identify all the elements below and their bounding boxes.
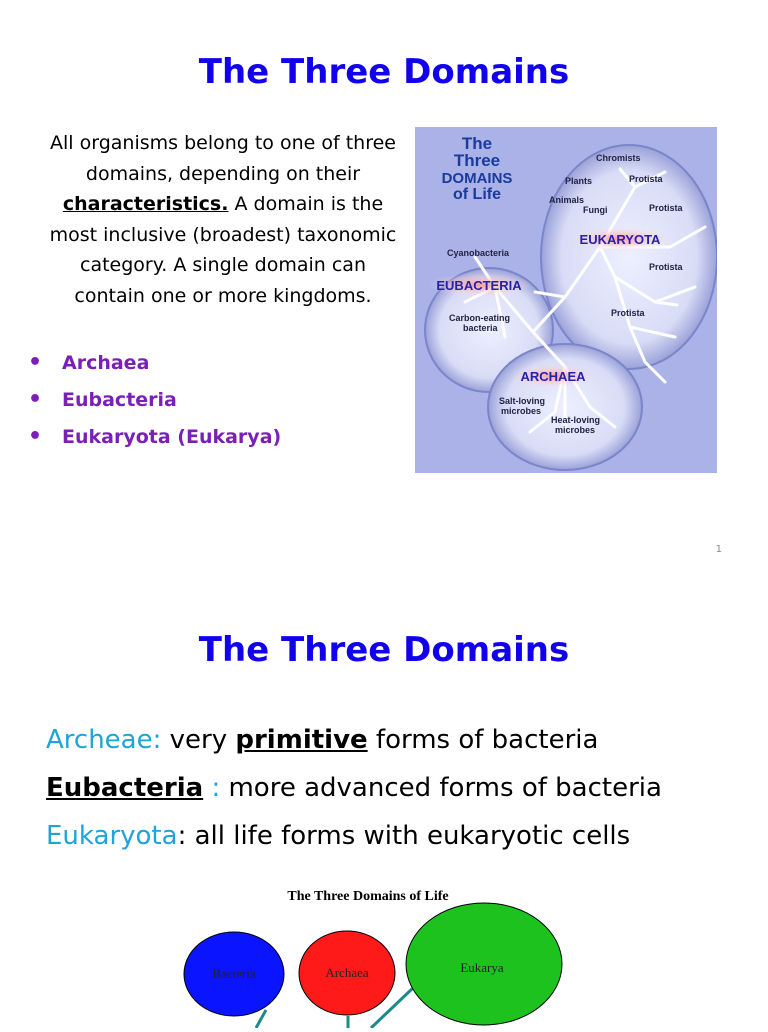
domains-bubbles (176, 878, 596, 1028)
slide-title: The Three Domains (198, 630, 570, 670)
leaf-label: Heat-loving (551, 415, 601, 425)
definition-text: forms of bacteria (367, 725, 599, 755)
eukaryota-label: EUKARYOTA (579, 232, 661, 247)
leaf-label: bacteria (463, 323, 498, 333)
three-domains-diagram (415, 127, 717, 473)
diagram-heading-line: of Life (453, 186, 501, 203)
chart-title: The Three Domains of Life (287, 889, 449, 904)
leaf-label: Fungi (583, 205, 608, 215)
eubacteria-label: EUBACTERIA (436, 278, 522, 293)
intro-text: All organisms belong to one of three domains, depending on their (50, 132, 396, 185)
definition-line-archeae (46, 716, 662, 764)
definition-text: : all life forms with eukaryotic cells (177, 821, 631, 851)
term-eukaryota: Eukaryota (46, 821, 178, 851)
domain-definitions (46, 716, 662, 860)
leaf-label: Chromists (596, 153, 641, 163)
definition-text: more advanced forms of bacteria (228, 773, 662, 803)
slide-2 (0, 578, 768, 1024)
leaf-label: Protista (649, 203, 683, 213)
three-domains-chart (176, 878, 596, 1028)
leaf-label: Cyanobacteria (447, 248, 510, 258)
intro-paragraph (42, 128, 404, 311)
archaea-label: ARCHAEA (520, 369, 586, 384)
domains-illustration (415, 127, 717, 473)
term-archeae: Archeae: (46, 725, 162, 755)
leaf-label: Protista (611, 308, 645, 318)
diagram-heading-line: DOMAINS (441, 170, 513, 187)
intro-bold-term: characteristics. (62, 193, 229, 215)
bullet-item: • Eukaryota (Eukarya) (28, 422, 281, 459)
eukarya-label: Eukarya (460, 960, 504, 975)
archaea-label: Archaea (325, 965, 369, 980)
leaf-label: Protista (629, 174, 663, 184)
definition-line-eukaryota (46, 812, 662, 860)
leaf-label: Salt-loving (499, 396, 546, 406)
leaf-label: Animals (549, 195, 585, 205)
leaf-label: Plants (565, 176, 593, 186)
leaf-label: microbes (501, 406, 542, 416)
definition-line-eubacteria (46, 764, 662, 812)
diagram-heading-line: The (461, 134, 493, 153)
leaf-label: Carbon-eating (449, 313, 511, 323)
definition-text: very (161, 725, 236, 755)
page-number: 1 (715, 544, 722, 555)
emphasis-primitive: primitive (235, 725, 368, 755)
domain-bullet-list (28, 348, 281, 459)
bullet-item: • Eubacteria (28, 385, 281, 422)
slide-title: The Three Domains (198, 52, 570, 92)
bacteria-label: Bacteria (212, 966, 256, 981)
leaf-label: microbes (555, 425, 596, 435)
diagram-heading-line: Three (453, 151, 501, 170)
term-eubacteria: Eubacteria (46, 773, 204, 803)
intro-text-2: A domain is the most inclusive (broadest) taxonomic category. A single domain can contain one or more kingdoms. (49, 193, 397, 307)
bullet-item: • Archaea (28, 348, 281, 385)
definition-colon: : (203, 773, 229, 803)
leaf-label: Protista (649, 262, 683, 272)
